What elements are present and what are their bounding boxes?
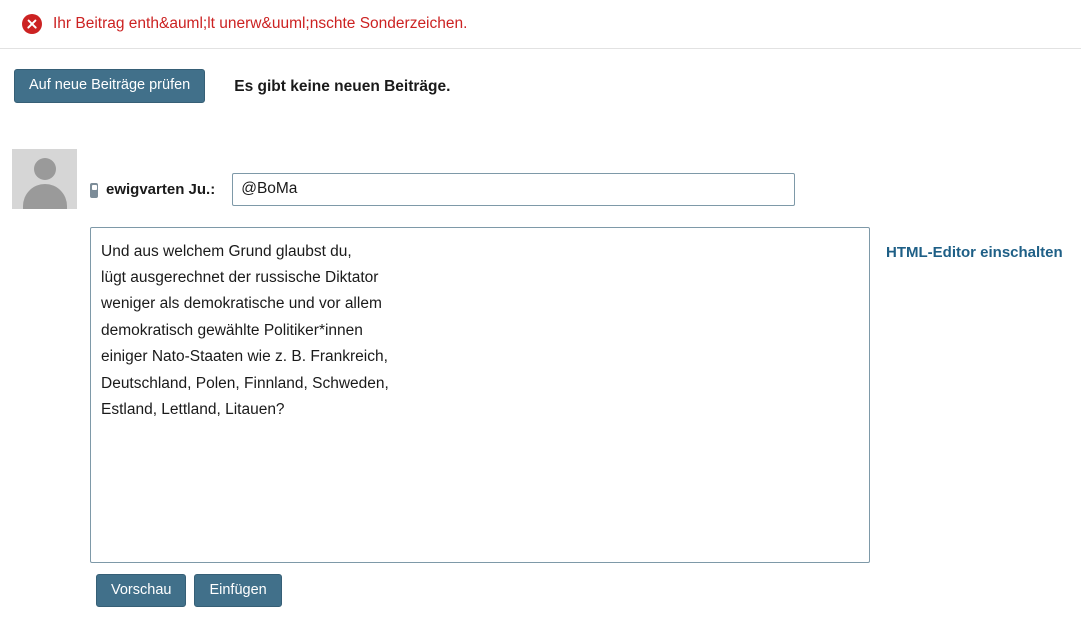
- submit-post-button[interactable]: Einfügen: [194, 574, 281, 608]
- avatar-head-shape: [34, 158, 56, 180]
- pin-icon: [90, 183, 98, 198]
- error-message: Ihr Beitrag enth&auml;lt unerw&uuml;nschte Sonderzeichen.: [53, 15, 468, 32]
- subject-row: [90, 149, 1081, 206]
- subject-label: ewigvarten Ju.:: [106, 180, 216, 198]
- post-body-textarea[interactable]: [90, 227, 870, 563]
- post-composer: [0, 149, 1081, 608]
- editor-row: [90, 227, 1081, 563]
- subject-input[interactable]: [232, 173, 795, 206]
- new-posts-status: Es gibt keine neuen Beiträge.: [234, 77, 451, 95]
- check-new-posts-button[interactable]: Auf neue Beiträge prüfen: [14, 69, 205, 103]
- composer-actions: [96, 574, 1081, 608]
- preview-button[interactable]: Vorschau: [96, 574, 186, 608]
- error-circle-x-icon: [22, 14, 42, 34]
- refresh-toolbar: [0, 49, 1081, 103]
- error-banner: [0, 0, 1081, 49]
- toggle-html-editor-link[interactable]: HTML-Editor einschalten: [886, 243, 1063, 261]
- user-avatar-placeholder: [12, 149, 77, 209]
- avatar-body-shape: [23, 184, 67, 209]
